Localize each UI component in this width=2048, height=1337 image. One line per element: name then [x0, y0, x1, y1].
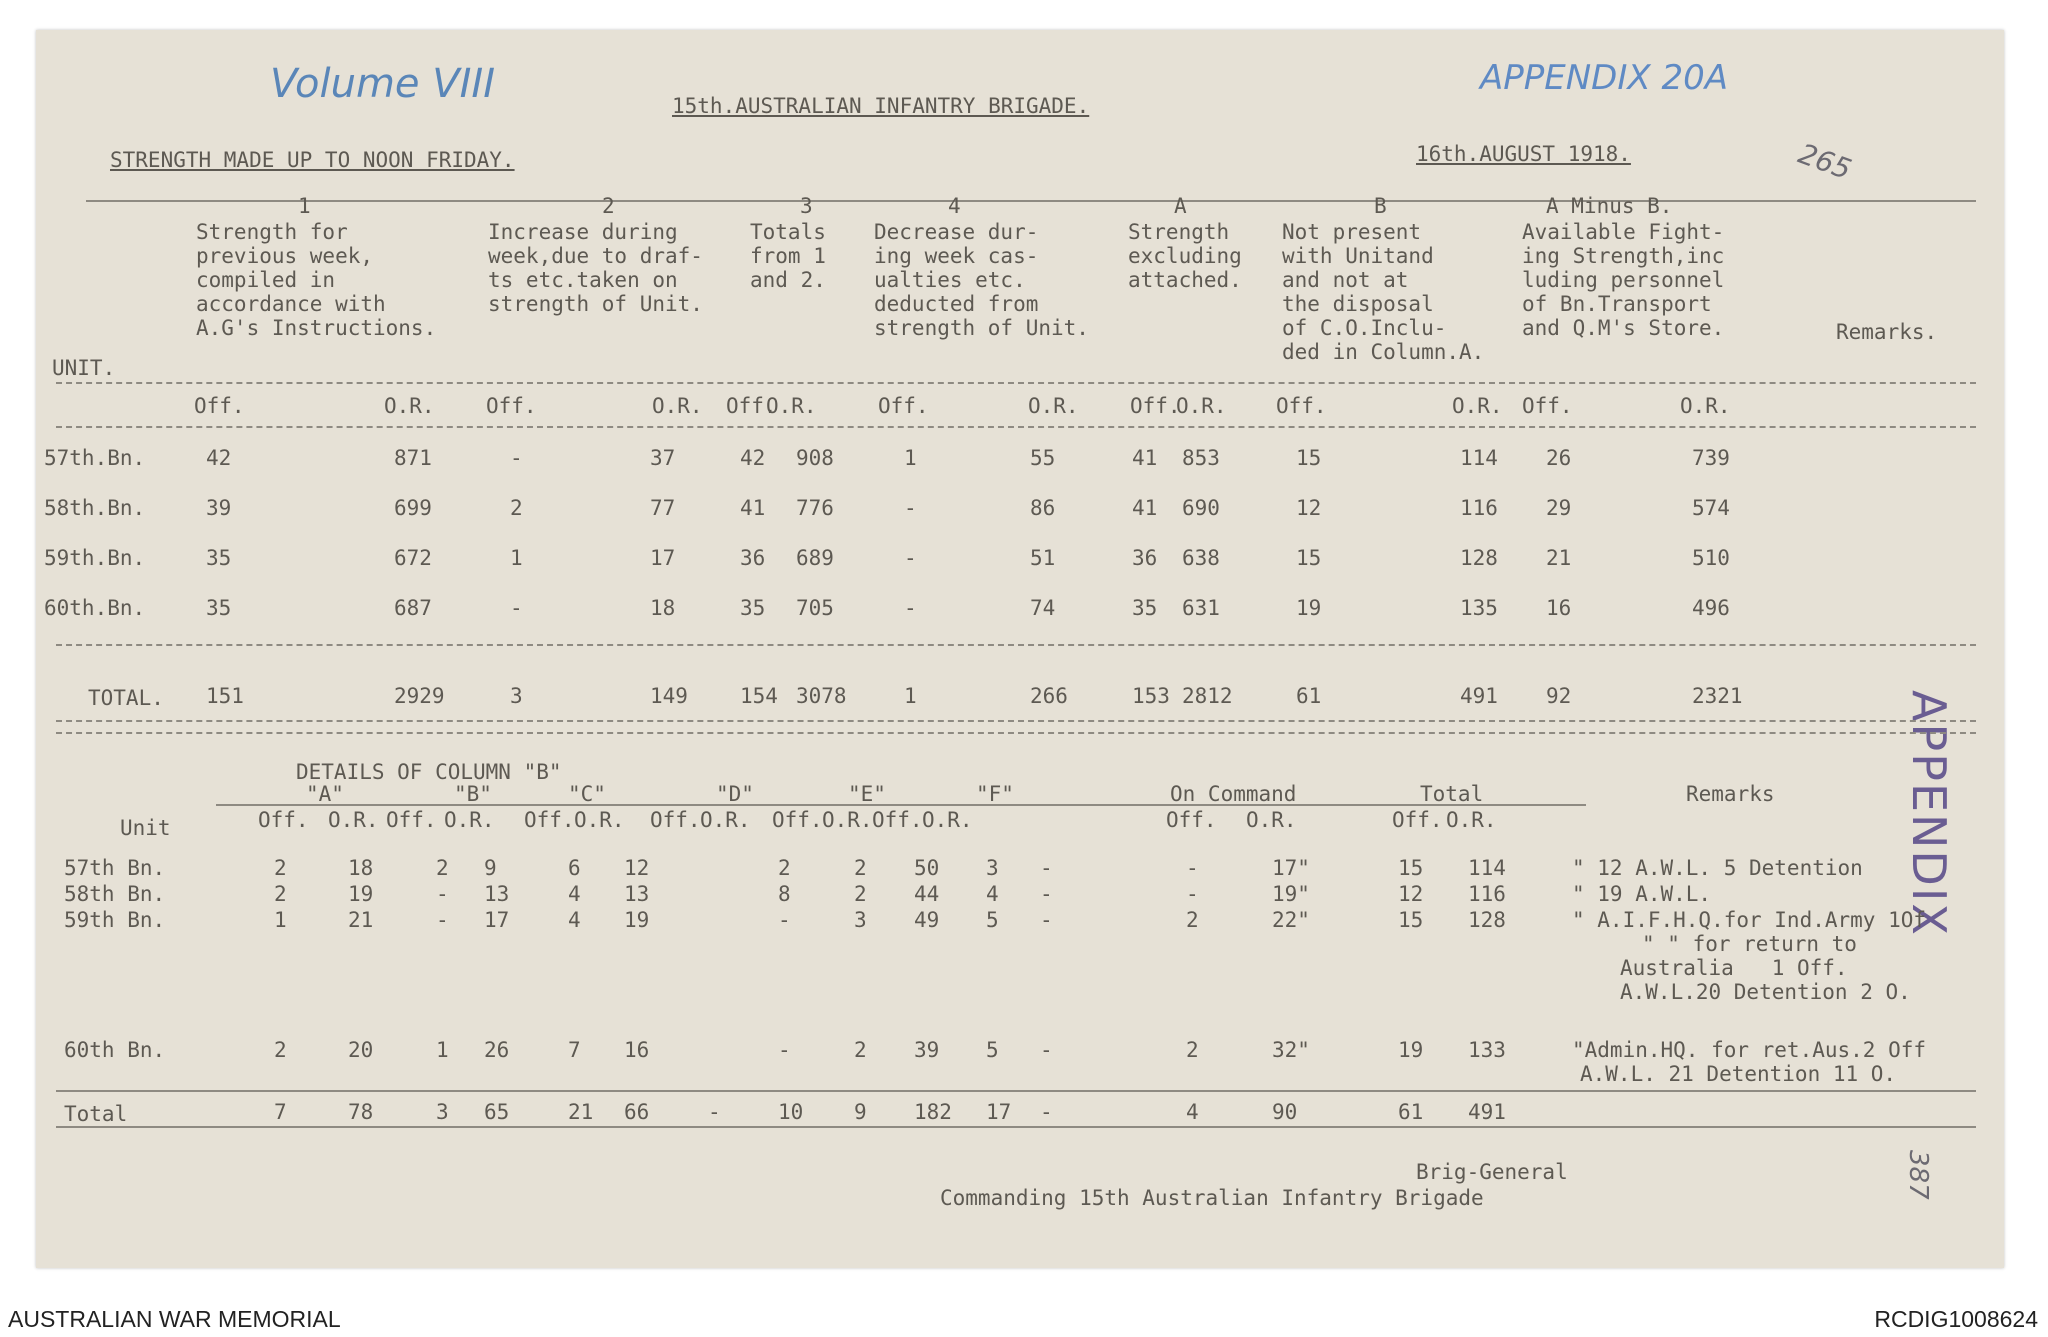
col-head-available: Available Fight- ing Strength,inc luding personnel of Bn.Transport and Q.M's Store.	[1522, 220, 1725, 340]
table-cell: 135	[1460, 596, 1498, 620]
details-group-head: "A"	[306, 782, 344, 806]
details-cell: -	[778, 1038, 791, 1062]
table-cell: 2	[510, 496, 523, 520]
details-total-cell: 10	[778, 1100, 804, 1124]
main-subhead: O.R.	[1452, 394, 1503, 418]
table-cell: 15	[1296, 546, 1322, 570]
col-head-increase: Increase during week,due to draf- ts etc.taken on strength of Unit.	[488, 220, 703, 316]
table-cell: 1	[904, 446, 917, 470]
table-cell: 16	[1546, 596, 1572, 620]
col-head-remarks: Remarks.	[1836, 320, 1938, 344]
col-head-strength-excluding: Strength excluding attached.	[1128, 220, 1242, 292]
details-cell: 13	[624, 882, 650, 906]
table-cell: -	[904, 496, 917, 520]
col-head-decrease: Decrease dur- ing week cas- ualties etc. deducted from strength of Unit.	[874, 220, 1089, 340]
details-subhead: Off.	[872, 808, 923, 832]
table-cell: 15	[1296, 446, 1322, 470]
table-cell: 55	[1030, 446, 1056, 470]
details-cell: -	[1040, 1038, 1053, 1062]
table-cell: -	[510, 446, 523, 470]
appendix-stamp: APPENDIX	[1902, 690, 1956, 937]
details-cell: 39	[914, 1038, 940, 1062]
details-remark-line: A.W.L. 21 Detention 11 O.	[1580, 1062, 1897, 1086]
details-cell: 19	[624, 908, 650, 932]
details-cell: 50	[914, 856, 940, 880]
details-cell: 2	[274, 856, 287, 880]
table-cell: 631	[1182, 596, 1220, 620]
main-subhead: Off.	[486, 394, 537, 418]
details-row-unit: 59th Bn.	[64, 908, 166, 932]
details-cell: 7	[568, 1038, 581, 1062]
total-cell: 491	[1460, 684, 1498, 708]
main-subhead: O.R.	[1680, 394, 1731, 418]
details-total-cell: 90	[1272, 1100, 1298, 1124]
details-row-unit: 58th Bn.	[64, 882, 166, 906]
table-cell: 689	[796, 546, 834, 570]
details-cell: -	[778, 908, 791, 932]
table-cell: 690	[1182, 496, 1220, 520]
total-cell: 61	[1296, 684, 1322, 708]
total-cell: 153	[1132, 684, 1170, 708]
table-cell: 510	[1692, 546, 1730, 570]
details-cell: 1	[274, 908, 287, 932]
table-cell: 687	[394, 596, 432, 620]
details-cell: 116	[1468, 882, 1506, 906]
details-group-head: On Command	[1170, 782, 1297, 806]
total-cell: 2812	[1182, 684, 1233, 708]
main-subhead: O.R.	[1028, 394, 1079, 418]
subhead-rule-top	[56, 382, 1976, 384]
table-cell: 35	[740, 596, 766, 620]
details-total-cell: -	[708, 1100, 721, 1124]
details-cell: 2	[854, 882, 867, 906]
details-cell: 5	[986, 908, 999, 932]
details-subhead: Off.	[1392, 808, 1443, 832]
total-cell: 3	[510, 684, 523, 708]
table-cell: 908	[796, 446, 834, 470]
details-cell: -	[436, 882, 449, 906]
details-cell: -	[1186, 856, 1199, 880]
details-remark-line: " " for return to	[1642, 932, 1857, 956]
col-num-1: 1	[298, 194, 311, 218]
details-cell: 6	[568, 856, 581, 880]
col-head-unit: UNIT.	[52, 356, 116, 380]
details-cell: -	[1040, 882, 1053, 906]
details-total-cell: 4	[1186, 1100, 1199, 1124]
details-subhead: O.R.	[444, 808, 495, 832]
details-cell: 2	[436, 856, 449, 880]
details-cell: 2	[778, 856, 791, 880]
table-cell: 574	[1692, 496, 1730, 520]
table-cell: 739	[1692, 446, 1730, 470]
details-subhead: Off.	[772, 808, 823, 832]
details-subhead: O.R.	[1246, 808, 1297, 832]
total-cell: 2321	[1692, 684, 1743, 708]
details-unit-head: Unit	[120, 816, 171, 840]
details-bottom-rule	[56, 1126, 1976, 1128]
table-cell: 41	[1132, 446, 1158, 470]
details-cell: 49	[914, 908, 940, 932]
details-remark-line: " 19 A.W.L.	[1572, 882, 1712, 906]
total-cell: 154	[740, 684, 778, 708]
main-subhead: Off.	[878, 394, 929, 418]
appendix-annotation: APPENDIX 20A	[1480, 58, 1729, 98]
document-date: 16th.AUGUST 1918.	[1416, 142, 1631, 166]
details-cell: -	[1040, 856, 1053, 880]
details-subhead: O.R.	[822, 808, 873, 832]
details-group-head: "D"	[716, 782, 754, 806]
total-rule-double	[56, 732, 1976, 734]
table-cell: 86	[1030, 496, 1056, 520]
table-cell: 29	[1546, 496, 1572, 520]
details-cell: 5	[986, 1038, 999, 1062]
table-cell: 39	[206, 496, 232, 520]
footer-reference: RCDIG1008624	[1874, 1306, 2038, 1332]
details-total-cell: 17	[986, 1100, 1012, 1124]
details-cell: 22"	[1272, 908, 1310, 932]
table-row-unit: 59th.Bn.	[44, 546, 146, 570]
main-subhead: Off.	[1522, 394, 1573, 418]
details-subhead: Off.	[386, 808, 437, 832]
details-cell: 2	[274, 882, 287, 906]
details-cell: 19"	[1272, 882, 1310, 906]
table-cell: 853	[1182, 446, 1220, 470]
table-cell: 1	[510, 546, 523, 570]
details-remark-line: A.W.L.20 Detention 2 O.	[1620, 980, 1911, 1004]
table-cell: 42	[740, 446, 766, 470]
details-cell: 2	[1186, 1038, 1199, 1062]
main-subhead: O.R.	[384, 394, 435, 418]
details-subhead: O.R.	[574, 808, 625, 832]
details-title: DETAILS OF COLUMN "B"	[296, 760, 562, 784]
table-cell: 77	[650, 496, 676, 520]
details-cell: -	[1040, 908, 1053, 932]
details-cell: 19	[348, 882, 374, 906]
table-cell: 17	[650, 546, 676, 570]
table-cell: -	[510, 596, 523, 620]
table-cell: 42	[206, 446, 232, 470]
details-remark-line: Australia 1 Off.	[1620, 956, 1848, 980]
table-cell: 116	[1460, 496, 1498, 520]
col-head-not-present: Not present with Unitand and not at the disposal of C.O.Inclu- ded in Column.A.	[1282, 220, 1485, 364]
total-cell: 3078	[796, 684, 847, 708]
details-total-cell: 78	[348, 1100, 374, 1124]
details-group-head: Remarks	[1686, 782, 1775, 806]
table-cell: 699	[394, 496, 432, 520]
details-cell: 15	[1398, 856, 1424, 880]
total-rule-top	[56, 644, 1976, 646]
details-cell: 16	[624, 1038, 650, 1062]
details-total-cell: 66	[624, 1100, 650, 1124]
details-cell: 13	[484, 882, 510, 906]
details-cell: 17	[484, 908, 510, 932]
details-total-rule	[56, 1090, 1976, 1092]
main-subhead: Off.	[726, 394, 777, 418]
footer-source: AUSTRALIAN WAR MEMORIAL	[8, 1306, 341, 1332]
details-total-cell: 3	[436, 1100, 449, 1124]
table-cell: 638	[1182, 546, 1220, 570]
details-total-cell: 61	[1398, 1100, 1424, 1124]
details-remark-line: "Admin.HQ. for ret.Aus.2 Off	[1572, 1038, 1927, 1062]
details-cell: 18	[348, 856, 374, 880]
details-subhead: Off.	[524, 808, 575, 832]
document-subtitle: STRENGTH MADE UP TO NOON FRIDAY.	[110, 148, 515, 172]
details-total-cell: 9	[854, 1100, 867, 1124]
details-cell: 4	[568, 908, 581, 932]
details-cell: 8	[778, 882, 791, 906]
table-cell: 51	[1030, 546, 1056, 570]
details-cell: -	[1186, 882, 1199, 906]
document-sheet	[36, 30, 2004, 1268]
col-head-totals: Totals from 1 and 2.	[750, 220, 826, 292]
table-cell: 41	[740, 496, 766, 520]
details-cell: 3	[854, 908, 867, 932]
details-cell: 2	[274, 1038, 287, 1062]
total-cell: 1	[904, 684, 917, 708]
table-cell: 114	[1460, 446, 1498, 470]
table-row-unit: 58th.Bn.	[44, 496, 146, 520]
total-cell: 149	[650, 684, 688, 708]
details-group-head: "F"	[976, 782, 1014, 806]
col-num-2: 2	[602, 194, 615, 218]
table-cell: 26	[1546, 446, 1572, 470]
details-cell: 21	[348, 908, 374, 932]
details-cell: 17"	[1272, 856, 1310, 880]
details-total-cell: 491	[1468, 1100, 1506, 1124]
details-cell: 1	[436, 1038, 449, 1062]
details-cell: 15	[1398, 908, 1424, 932]
details-total-cell: 7	[274, 1100, 287, 1124]
total-cell: 266	[1030, 684, 1068, 708]
table-cell: 128	[1460, 546, 1498, 570]
details-subhead: O.R.	[1446, 808, 1497, 832]
main-subhead: Off.	[194, 394, 245, 418]
header-rule	[86, 200, 1976, 202]
table-cell: 496	[1692, 596, 1730, 620]
col-head-previous-strength: Strength for previous week, compiled in accordance with A.G's Instructions.	[196, 220, 437, 340]
total-row-unit: TOTAL.	[88, 686, 164, 710]
details-cell: -	[436, 908, 449, 932]
col-num-b: B	[1374, 194, 1387, 218]
details-group-head: Total	[1420, 782, 1484, 806]
main-subhead: O.R.	[652, 394, 703, 418]
details-total-unit: Total	[64, 1102, 128, 1126]
main-subhead: O.R.	[766, 394, 817, 418]
subhead-rule-bottom	[56, 426, 1976, 428]
details-cell: 12	[1398, 882, 1424, 906]
table-cell: 12	[1296, 496, 1322, 520]
details-cell: 2	[854, 1038, 867, 1062]
margin-number: 387	[1903, 1150, 1933, 1200]
main-subhead: Off.	[1276, 394, 1327, 418]
volume-annotation: Volume VIII	[270, 61, 495, 107]
details-cell: 4	[986, 882, 999, 906]
table-cell: 19	[1296, 596, 1322, 620]
details-subhead: O.R.	[328, 808, 379, 832]
table-cell: 37	[650, 446, 676, 470]
details-cell: 128	[1468, 908, 1506, 932]
details-subhead: O.R.	[922, 808, 973, 832]
col-num-4: 4	[948, 194, 961, 218]
table-row-unit: 60th.Bn.	[44, 596, 146, 620]
main-subhead: O.R.	[1176, 394, 1227, 418]
total-cell: 92	[1546, 684, 1572, 708]
details-row-unit: 60th Bn.	[64, 1038, 166, 1062]
details-cell: 26	[484, 1038, 510, 1062]
table-cell: 35	[1132, 596, 1158, 620]
details-total-cell: 182	[914, 1100, 952, 1124]
document-title: 15th.AUSTRALIAN INFANTRY BRIGADE.	[672, 94, 1090, 118]
details-cell: 114	[1468, 856, 1506, 880]
table-cell: 35	[206, 546, 232, 570]
table-cell: 672	[394, 546, 432, 570]
folio-number: 265	[1794, 136, 1856, 187]
details-cell: 32"	[1272, 1038, 1310, 1062]
details-remark-line: " A.I.F.H.Q.for Ind.Army 1Of	[1572, 908, 1927, 932]
details-group-head: "E"	[848, 782, 886, 806]
details-total-cell: 21	[568, 1100, 594, 1124]
col-num-a-minus-b: A Minus B.	[1546, 194, 1673, 218]
table-cell: -	[904, 596, 917, 620]
details-cell: 2	[1186, 908, 1199, 932]
total-cell: 2929	[394, 684, 445, 708]
details-subhead: O.R.	[700, 808, 751, 832]
table-cell: 776	[796, 496, 834, 520]
details-cell: 133	[1468, 1038, 1506, 1062]
details-cell: 20	[348, 1038, 374, 1062]
details-remark-line: " 12 A.W.L. 5 Detention	[1572, 856, 1863, 880]
details-cell: 2	[854, 856, 867, 880]
signature-rank: Brig-General	[1416, 1160, 1568, 1184]
table-cell: 35	[206, 596, 232, 620]
table-cell: 36	[1132, 546, 1158, 570]
total-cell: 151	[206, 684, 244, 708]
details-group-rule	[216, 804, 1586, 806]
details-total-cell: -	[1040, 1100, 1053, 1124]
table-cell: 21	[1546, 546, 1572, 570]
details-cell: 44	[914, 882, 940, 906]
col-num-a: A	[1174, 194, 1187, 218]
table-cell: 36	[740, 546, 766, 570]
details-cell: 4	[568, 882, 581, 906]
table-cell: 871	[394, 446, 432, 470]
details-cell: 3	[986, 856, 999, 880]
details-subhead: Off.	[258, 808, 309, 832]
details-group-head: "B"	[454, 782, 492, 806]
col-num-3: 3	[800, 194, 813, 218]
main-subhead: Off.	[1130, 394, 1181, 418]
details-row-unit: 57th Bn.	[64, 856, 166, 880]
signature-command: Commanding 15th Australian Infantry Brigade	[940, 1186, 1484, 1210]
details-total-cell: 65	[484, 1100, 510, 1124]
table-cell: 74	[1030, 596, 1056, 620]
table-cell: 705	[796, 596, 834, 620]
details-subhead: Off.	[650, 808, 701, 832]
details-cell: 19	[1398, 1038, 1424, 1062]
table-cell: 41	[1132, 496, 1158, 520]
total-rule-bottom	[56, 720, 1976, 722]
details-cell: 12	[624, 856, 650, 880]
table-row-unit: 57th.Bn.	[44, 446, 146, 470]
table-cell: -	[904, 546, 917, 570]
details-subhead: Off.	[1166, 808, 1217, 832]
details-group-head: "C"	[568, 782, 606, 806]
table-cell: 18	[650, 596, 676, 620]
details-cell: 9	[484, 856, 497, 880]
